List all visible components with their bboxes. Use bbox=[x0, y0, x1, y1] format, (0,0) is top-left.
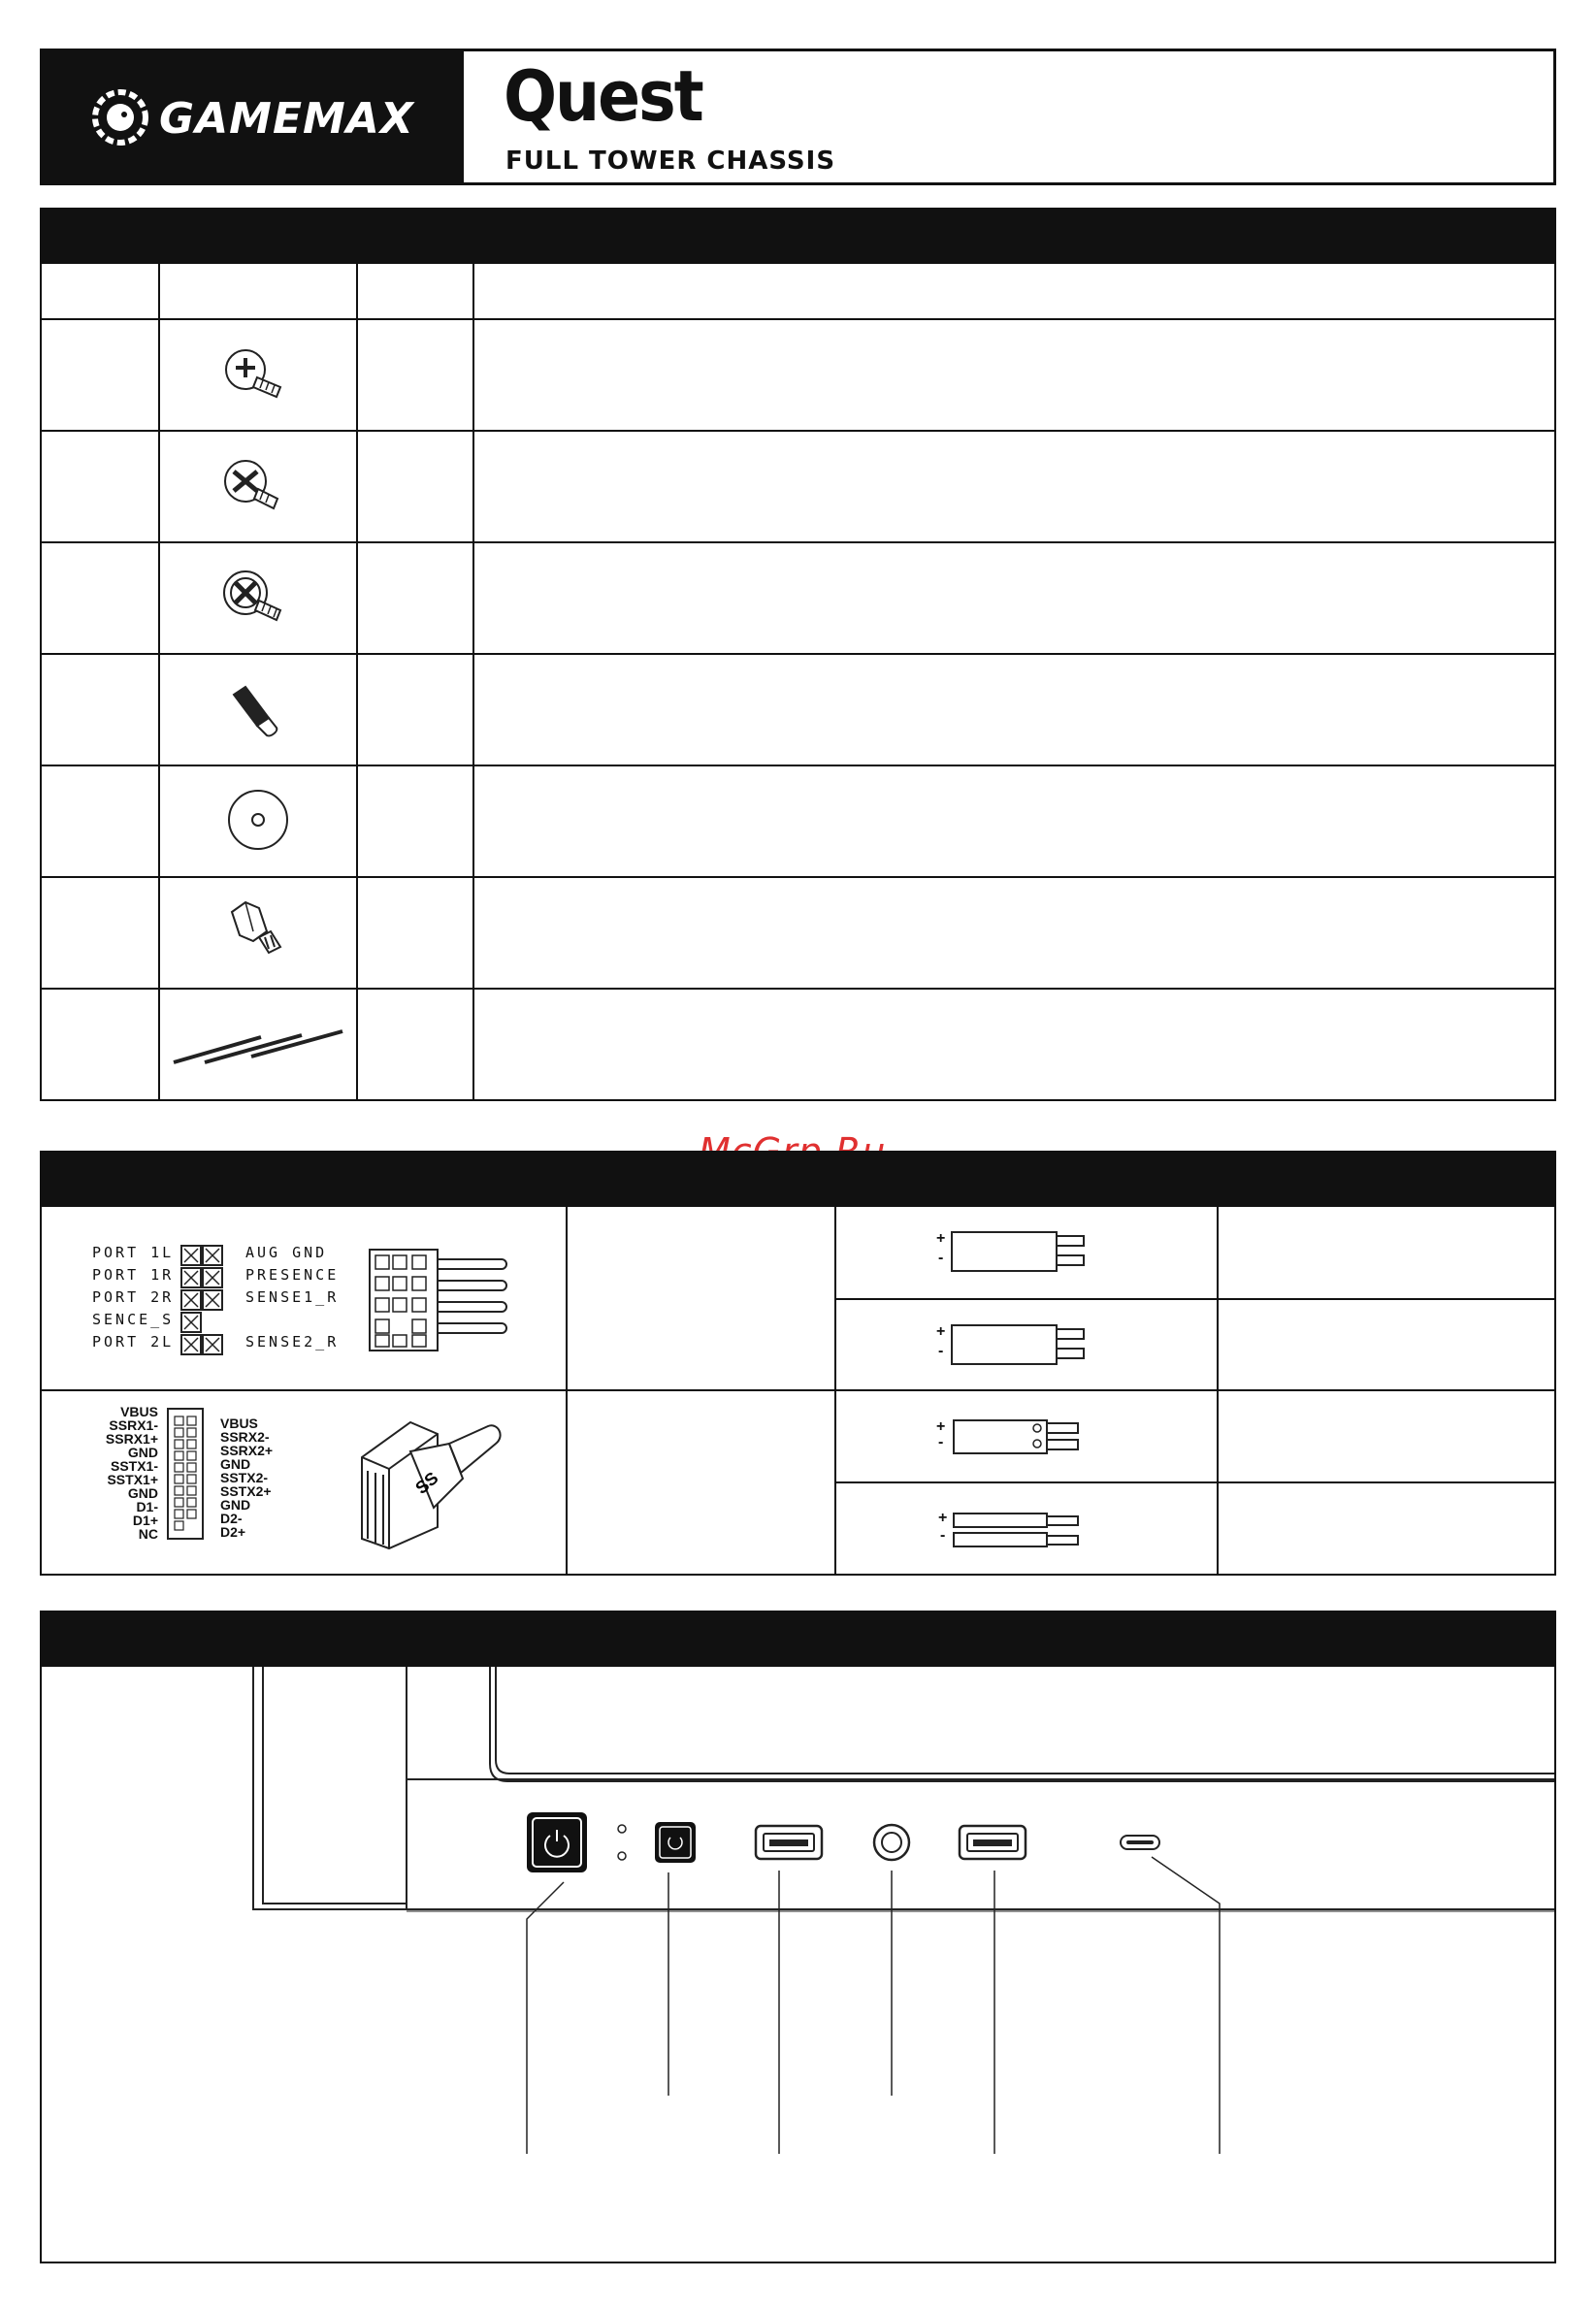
pin-label: NC bbox=[138, 1526, 158, 1542]
pin-label: SSRX2- bbox=[220, 1429, 270, 1445]
lead-minus-label: - bbox=[938, 1343, 944, 1359]
audio-jack-icon[interactable] bbox=[874, 1825, 909, 1860]
pin-label: PORT 1L bbox=[92, 1244, 175, 1261]
pin-label: AUG GND bbox=[245, 1244, 328, 1261]
set-screw-icon bbox=[214, 669, 302, 747]
pin-label: SSRX1- bbox=[109, 1417, 158, 1433]
pin-label: VBUS bbox=[120, 1404, 158, 1419]
divider bbox=[42, 1389, 1554, 1391]
table-row bbox=[41, 319, 1555, 431]
lead-minus-label: - bbox=[938, 1434, 944, 1450]
pin-label: PORT 2R bbox=[92, 1288, 175, 1306]
table-row bbox=[41, 654, 1555, 765]
lion-logo-icon bbox=[89, 86, 151, 148]
io-panel-diagram bbox=[40, 1665, 1556, 2263]
audio-right-labels bbox=[245, 1242, 339, 1353]
washer-icon bbox=[214, 781, 302, 859]
pin-label: D1+ bbox=[132, 1513, 158, 1528]
hdd-led-icon bbox=[618, 1825, 626, 1833]
pin-label: SSTX1+ bbox=[107, 1472, 158, 1487]
audio-connector-plug-icon bbox=[366, 1240, 511, 1356]
pin-label: SENSE1_R bbox=[245, 1288, 340, 1306]
audio-left-labels bbox=[92, 1242, 174, 1353]
flange-screw-icon bbox=[214, 558, 302, 635]
page-subtitle: FULL TOWER CHASSIS bbox=[505, 146, 836, 176]
power-button-icon[interactable] bbox=[527, 1812, 587, 1872]
io-section-bar bbox=[40, 1611, 1556, 1665]
pin-label: SSRX2+ bbox=[220, 1443, 274, 1458]
table-row bbox=[41, 765, 1555, 877]
large-pan-head-screw-icon bbox=[214, 446, 302, 524]
pin-label: GND bbox=[220, 1456, 251, 1472]
lead-plus-label: + bbox=[938, 1510, 948, 1526]
lead-plus-label: + bbox=[936, 1323, 946, 1340]
separate-pin-leads-icon bbox=[952, 1512, 1088, 1550]
two-pin-lead-icon bbox=[952, 1418, 1088, 1457]
table-row bbox=[41, 877, 1555, 989]
power-led-icon bbox=[618, 1852, 626, 1860]
pin-label bbox=[245, 1309, 339, 1331]
usb3-header-icon bbox=[166, 1407, 205, 1543]
divider bbox=[834, 1298, 1554, 1300]
two-pin-lead-icon bbox=[950, 1319, 1095, 1368]
reset-button-icon[interactable] bbox=[655, 1822, 696, 1863]
pin-label: GND bbox=[220, 1497, 251, 1513]
usb3-connector-plug-icon bbox=[342, 1409, 527, 1554]
pin-label: SENCE_S bbox=[92, 1311, 175, 1328]
lead-plus-label: + bbox=[936, 1418, 946, 1435]
page-title: Quest bbox=[504, 55, 702, 137]
standoff-icon bbox=[214, 893, 302, 970]
pin-label: SSRX1+ bbox=[105, 1431, 158, 1447]
lead-minus-label: - bbox=[940, 1527, 946, 1544]
pin-label: GND bbox=[127, 1485, 158, 1501]
brand-name: GAMEMAX bbox=[159, 94, 414, 144]
two-pin-lead-icon bbox=[950, 1226, 1095, 1275]
table-row bbox=[41, 542, 1555, 654]
pin-label: GND bbox=[127, 1445, 158, 1460]
table-header-row bbox=[41, 263, 1555, 319]
front-panel-drawing bbox=[42, 1667, 1554, 2262]
pan-head-screw-icon bbox=[214, 335, 302, 412]
pin-label: D2+ bbox=[220, 1524, 246, 1540]
accessories-section-bar bbox=[40, 208, 1556, 262]
pin-label: SSTX2- bbox=[220, 1470, 269, 1485]
cable-ties-icon bbox=[166, 1014, 350, 1072]
pin-label: D1- bbox=[136, 1499, 158, 1514]
pin-label: PORT 2L bbox=[92, 1333, 175, 1351]
pin-label: PRESENCE bbox=[245, 1266, 340, 1284]
usb-a-port-icon[interactable] bbox=[960, 1826, 1026, 1859]
connectors-section-bar bbox=[40, 1151, 1556, 1205]
table-row bbox=[41, 989, 1555, 1100]
accessories-table bbox=[40, 262, 1556, 1101]
pin-label: SENSE2_R bbox=[245, 1333, 340, 1351]
pin-label: SSTX1- bbox=[110, 1458, 158, 1474]
pin-label: SSTX2+ bbox=[220, 1483, 272, 1499]
divider bbox=[834, 1481, 1554, 1483]
usb3-left-labels bbox=[98, 1405, 158, 1541]
usb-a-port-icon[interactable] bbox=[756, 1826, 822, 1859]
usb3-right-labels bbox=[220, 1416, 273, 1539]
audio-pin-grid-icon bbox=[179, 1244, 228, 1360]
table-row bbox=[41, 431, 1555, 542]
usb-c-port-icon[interactable] bbox=[1121, 1836, 1159, 1849]
connectors-grid bbox=[40, 1205, 1556, 1576]
svg-text:SS: SS bbox=[411, 1468, 442, 1498]
pin-label: VBUS bbox=[220, 1416, 258, 1431]
lead-plus-label: + bbox=[936, 1230, 946, 1247]
lead-minus-label: - bbox=[938, 1250, 944, 1266]
header-banner bbox=[40, 49, 1556, 185]
pin-label: D2- bbox=[220, 1511, 243, 1526]
pin-label: PORT 1R bbox=[92, 1266, 175, 1284]
brand-logo-block bbox=[43, 51, 464, 182]
